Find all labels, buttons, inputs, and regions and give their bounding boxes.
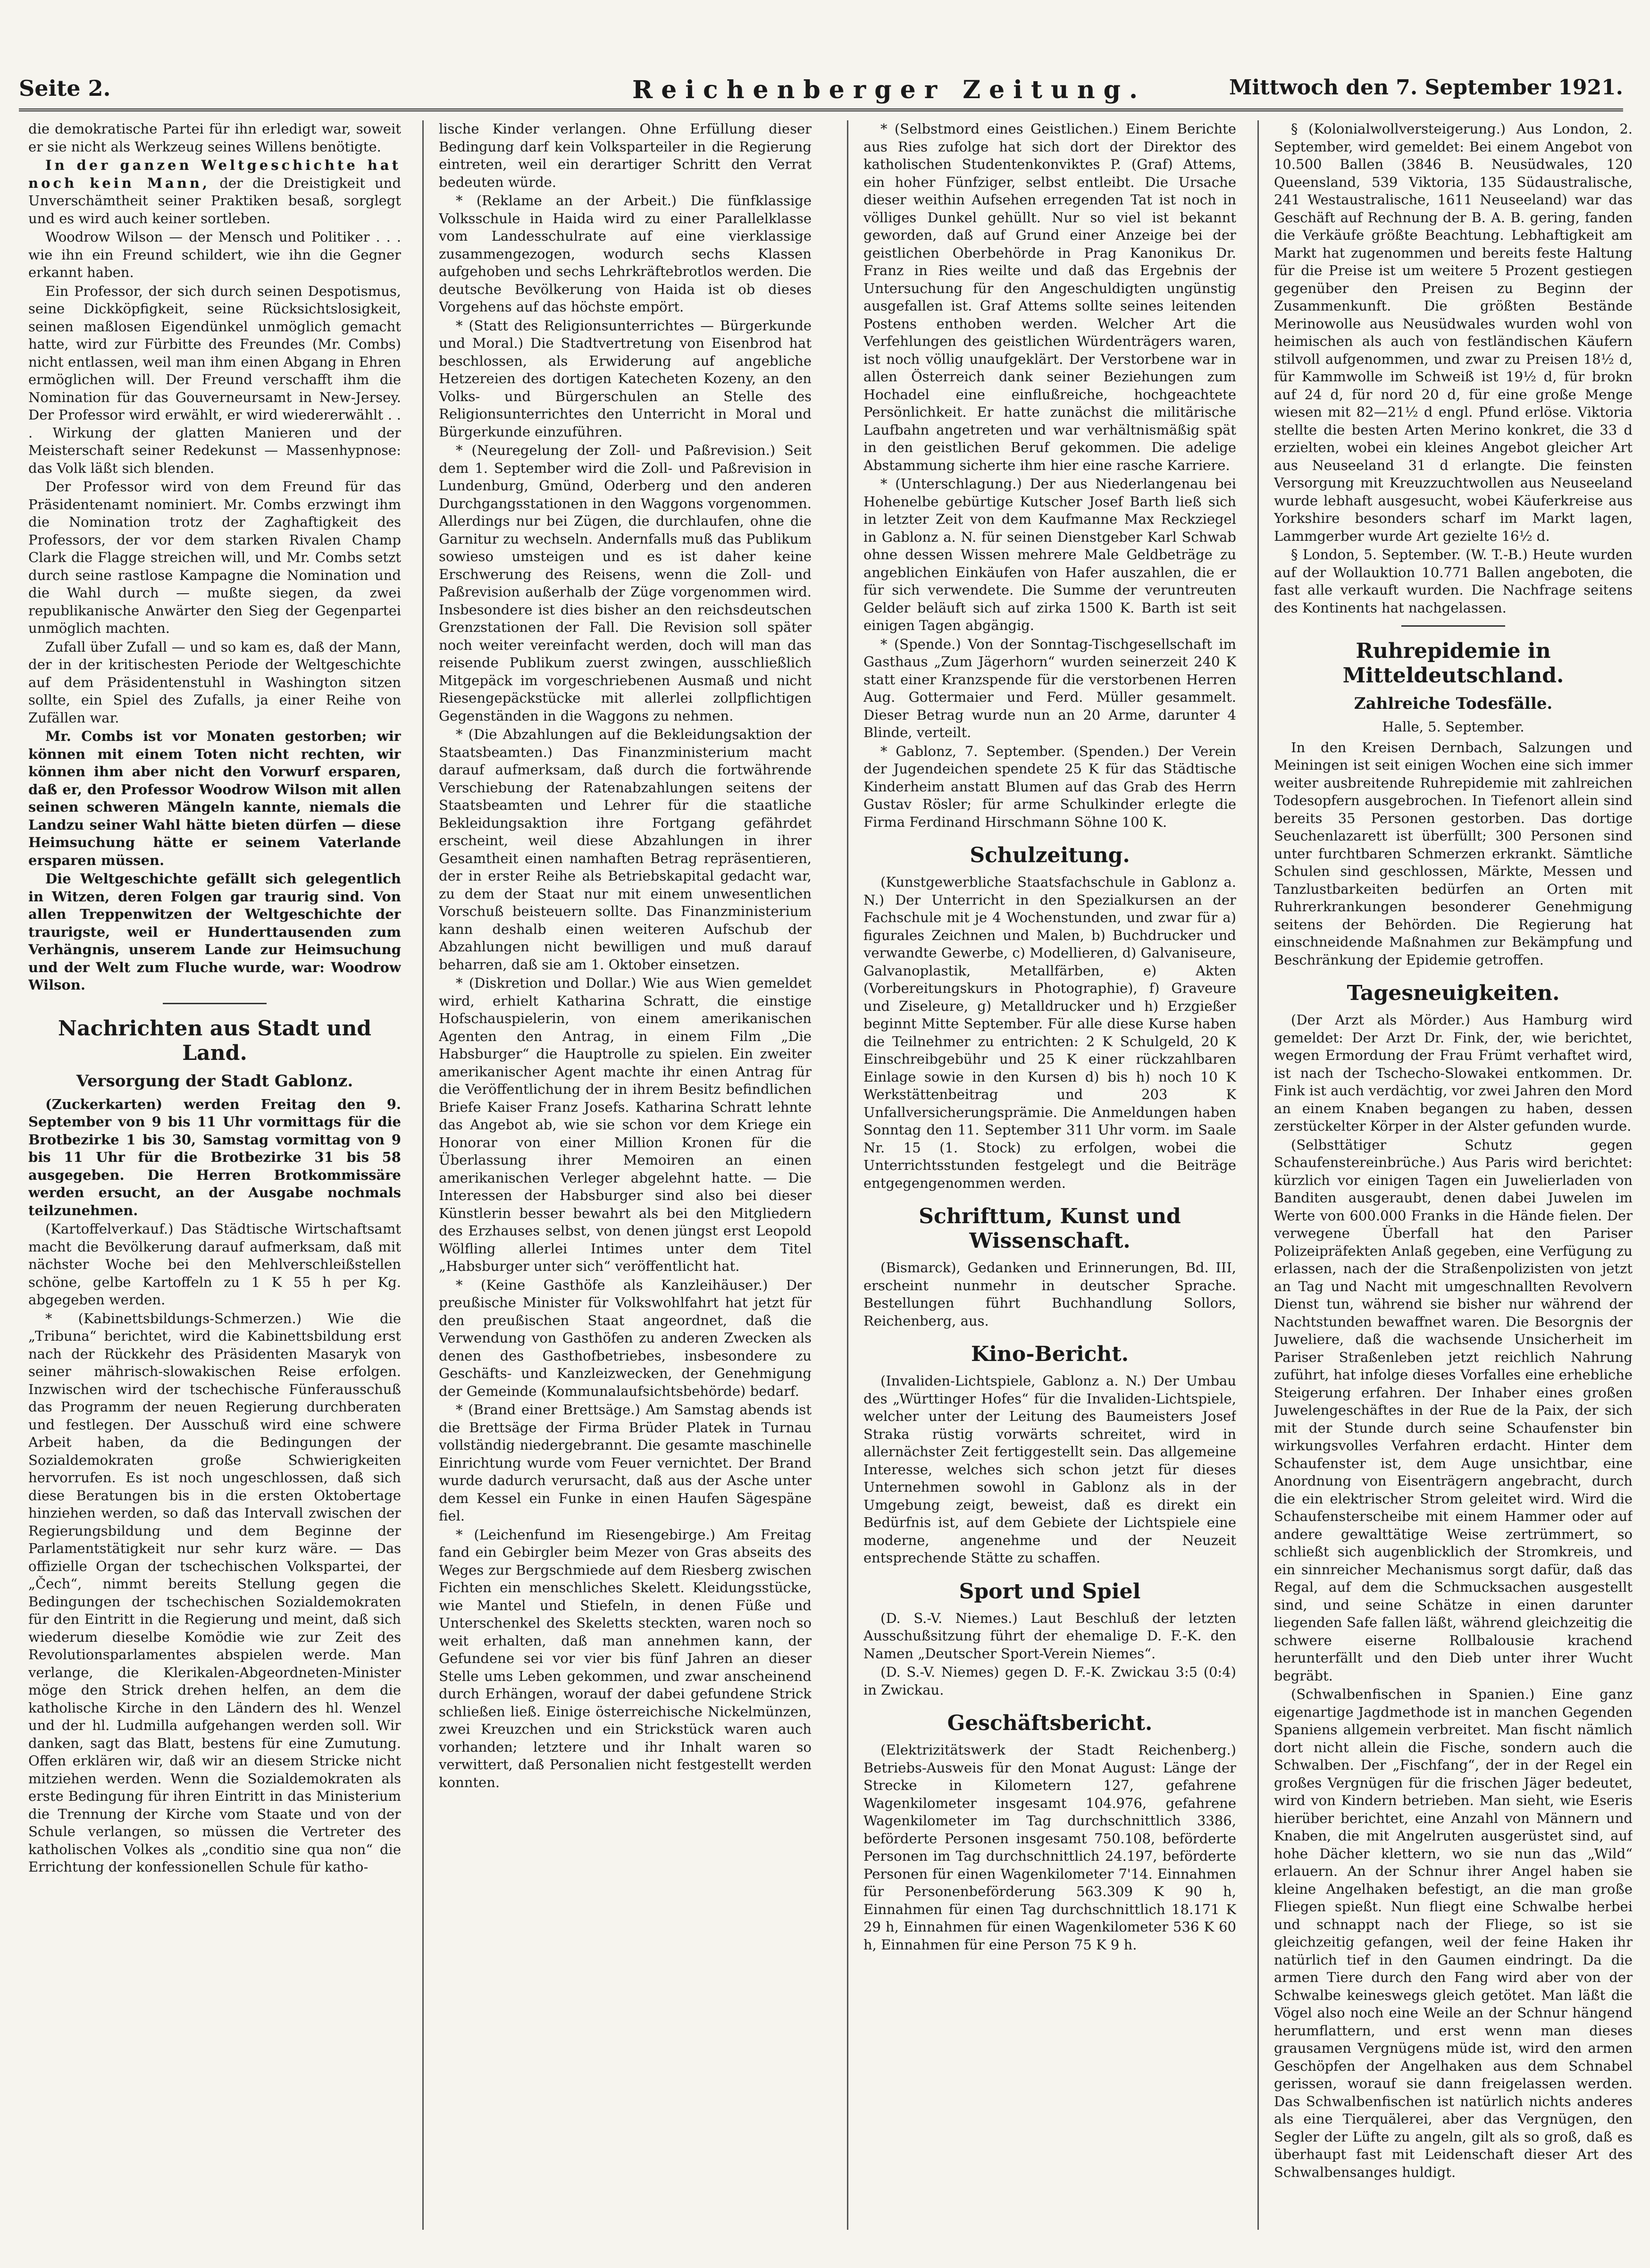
- article-paragraph: Mr. Combs ist vor Monaten gestorben; wir können mit einem Toten nicht rechten, wir können ihm aber nicht den Vorwurf ersparen, daß er, den Professor Woodrow Wilson mit allen seinen schweren Mängeln kannte, niemals die Landzu seiner Wahl hätte bieten dürfen — diese Heimsuchung hätte er seinem Vaterlande ersparen müssen.: [28, 728, 401, 868]
- section-heading: Nachrichten aus Stadt und Land.: [58, 1016, 372, 1065]
- masthead: [19, 71, 1623, 111]
- dateline: Halle, 5. September.: [1382, 719, 1524, 735]
- article-paragraph: * (Keine Gasthöfe als Kanzleihäuser.) Der preußische Minister für Volkswohlfahrt hat jetzt für den preußischen Staat angeordnet, daß die Verwendung von Gasthöfen zu anderen Zwecken als denen des Gasthofbetriebes, insbesondere zu Geschäfts- und Kanzleizwecken, der Genehmigung der Gemeinde (Kommunalaufsichtsbehörde) bedarf.: [439, 1277, 812, 1399]
- article-paragraph: (D. S.-V. Niemes.) Laut Beschluß der letzten Ausschußsitzung führt der ehemalige D. F.-K. den Namen „Deutscher Sport-Verein Niemes“.: [863, 1610, 1236, 1662]
- article-paragraph: * (Diskretion und Dollar.) Wie aus Wien gemeldet wird, erhielt Katharina Schratt, die einstige Hofschauspielerin, von einem amerikanischen Agenten den Antrag, in einem Film „Die Habsburger“ die Hauptrolle zu spielen. Ein zweiter amerikanischer Agent machte ihr einen Antrag für die Veröffentlichung der in ihrem Besitz befindlichen Briefe Kaiser Franz Josefs. Katharina Schratt lehnte das Angebot ab, wie sie schon vor dem Kriege ein Honorar von einer Million Kronen für die Überlassung ihrer Memoiren an einen amerikanischen Verleger abgelehnt hatte. — Die Interessen der Habsburger sind also bei dieser Künstlerin besser bewahrt als bei den Mitgliedern des Erzhauses selbst, von denen jüngst erst Leopold Wölfling allerlei Intimes unter dem Titel „Habsburger unter sich“ veröffentlicht hat.: [439, 975, 812, 1274]
- section-heading: Schrifttum, Kunst und Wissenschaft.: [919, 1204, 1181, 1253]
- paragraph-text: der die Dreistigkeit und Unverschämtheit seiner Praktiken besaß, sorglegt und es wird auch keiner sortleben.: [28, 175, 401, 227]
- article-paragraph: Zufall über Zufall — und so kam es, daß der Mann, der in der kritischesten Periode der Weltgeschichte auf dem Präsidentenstuhl in Washington sitzen sollte, ein Spiel des Zufalls, ja einer Reihe von Zufällen war.: [28, 638, 401, 726]
- page-number: Seite 2.: [19, 76, 111, 101]
- article-paragraph: * (Neuregelung der Zoll- und Paßrevision.) Seit dem 1. September wird die Zoll- und Paßrevision in Lundenburg, Gmünd, Oderberg und den anderen Durchgangsstationen in den Waggons vorgenommen. Allerdings nur bei Zügen, die durchlaufen, ohne die Garnitur zu wechseln. Andernfalls muß das Publikum sowieso umsteigen und es ist daher keine Erschwerung des Reisens, wenn die Zoll- und Paßrevision außerhalb der Züge vorgenommen wird. Insbesondere ist dies bisher an den reichsdeutschen Grenzstationen der Fall. Die Revision soll später noch weiter vereinfacht werden, doch will man das reisende Publikum zuerst zwingen, ausschließlich Mitgepäck im vorgeschriebenen Ausmaß und nicht Riesengepäckstücke mit allerlei zollpflichtigen Gegenständen in die Waggons zu nehmen.: [439, 442, 812, 724]
- column-rule: [422, 120, 424, 2230]
- section-heading: Tagesneuigkeiten.: [1347, 981, 1560, 1005]
- column-1: [28, 120, 401, 2225]
- subsection-heading: Zahlreiche Todesfälle.: [1354, 694, 1553, 713]
- section-heading: Sport und Spiel: [959, 1579, 1141, 1604]
- article-paragraph: * (Spende.) Von der Sonntag-Tischgesellschaft im Gasthaus „Zum Jägerhorn“ wurden seinerzeit 240 K statt einer Kranzspende für die verstorbenen Herren Aug. Gottermaier und Ferd. Müller gesammelt. Dieser Betrag wurde nun an 20 Arme, darunter 4 Blinde, verteilt.: [863, 636, 1236, 740]
- column-rule: [1257, 120, 1259, 2230]
- issue-date: Mittwoch den 7. September 1921.: [1229, 76, 1623, 100]
- article-paragraph: die demokratische Partei für ihn erledigt war, soweit er sie nicht als Werkzeug seines Willens benötigte.: [28, 121, 401, 155]
- section-heading: Ruhrepidemie in Mitteldeutschland.: [1342, 639, 1564, 688]
- article-paragraph: (Kartoffelverkauf.) Das Städtische Wirtschaftsamt macht die Bevölkerung darauf aufmerksam, daß mit nächster Woche bei den Mehlverschleißstellen schöne, gelbe Kartoffeln zu 1 K 55 h per Kg. abgegeben werden.: [28, 1221, 401, 1308]
- column-3: [863, 120, 1236, 2225]
- section-heading: Geschäftsbericht.: [947, 1711, 1153, 1735]
- separator: [1401, 625, 1505, 627]
- article-paragraph: * (Brand einer Brettsäge.) Am Samstag abends ist die Brettsäge der Firma Brüder Platek in Turnau vollständig niedergebrannt. Die gesamte maschinelle Einrichtung wurde vom Feuer vernichtet. Der Brand wurde dadurch verursacht, daß aus der Asche unter dem Kessel ein Funke in einen Haufen Sägespäne fiel.: [439, 1402, 812, 1524]
- article-paragraph: (Elektrizitätswerk der Stadt Reichenberg.) Betriebs-Ausweis für den Monat August: Länge der Strecke in Kilometern 127, gefahrene Wagenkilometer insgesamt 104.976, gefahrene Wagenkilometer im Tag durchschnittlich 3386, beförderte Personen insgesamt 750.108, beförderte Personen im Tag durchschnittlich 24.197, beförderte Personen für einen Wagenkilometer 7'14. Einnahmen für Personenbeförderung 563.309 K 90 h, Einnahmen für einen Tag durchschnittlich 18.171 K 29 h, Einnahmen für einen Wagenkilometer 536 K 60 h, Einnahmen für eine Person 75 K 9 h.: [863, 1742, 1236, 1953]
- separator: [163, 1003, 267, 1004]
- article-paragraph: Der Professor wird von dem Freund für das Präsidentenamt nominiert. Mr. Combs erzwingt ihm die Nomination trotz der Zaghaftigkeit des Professors, der vor dem starken Rivalen Champ Clark die Flagge streichen will, und Mr. Combs setzt durch seine rastlose Kampagne die Nomination und die Wahl durch — mußte siegen, da zwei republikanische Anwärter den Sieg der Gegenpartei unmöglich machten.: [28, 479, 401, 636]
- article-paragraph: (Schwalbenfischen in Spanien.) Eine ganz eigenartige Jagdmethode ist in manchen Gegenden Spaniens allgemein verbreitet. Man fischt nämlich dort nicht allein die Fische, sondern auch die Schwalben. Der „Fischfang“, der in der Regel ein großes Vergnügen für die frischen Jäger bedeutet, wird von Kindern betrieben. Man sieht, wie Eseris hierüber berichtet, eine Anzahl von Männern und Knaben, die mit Angelruten ausgerüstet sind, auf hohe Dächer klettern, wo sie nun das „Wild“ erlauern. An der Schnur ihrer Angel haben sie kleine Angelhaken befestigt, an die man große Fliegen spießt. Nun fliegt eine Schwalbe herbei und schnappt nach der Fliege, so ist sie gleichzeitig gefangen, weil der feine Haken ihr natürlich tief in den Gaumen eindringt. Da die armen Tiere durch den Fang wird aber von der Schwalbe keineswegs gleich getötet. Man läßt die Vögel also noch eine Weile an der Schnur hängend herumflattern, und erst wenn man dieses grausamen Vergnügens müde ist, wird den armen Geschöpfen der Angelhaken aus dem Schnabel gerissen, worauf sie dann freigelassen werden. Das Schwalbenfischen ist natürlich nichts anderes als eine Tierquälerei, aber das Vergnügen, den Segler der Lüfte zu angeln, gilt als so groß, daß es überhaupt fast mit Leidenschaft dieser Art des Schwalbensanges huldigt.: [1274, 1686, 1633, 2180]
- article-paragraph: [28, 157, 401, 227]
- emphasis-text: In der ganzen Weltgeschichte hat noch kein Mann,: [28, 157, 401, 191]
- section-heading: Kino-Bericht.: [971, 1342, 1129, 1366]
- article-paragraph: * (Statt des Religionsunterrichtes — Bürgerkunde und Moral.) Die Stadtvertretung von Eisenbrod hat beschlossen, als Erwiderung auf angebliche Hetzereien des dortigen Katecheten Kozeny, an den Volks- und Bürgerschulen an Stelle des Religionsunterrichtes den Unterricht in Moral und Bürgerkunde einzuführen.: [439, 317, 812, 440]
- article-paragraph: (Invaliden-Lichtspiele, Gablonz a. N.) Der Umbau des „Württinger Hofes“ für die Invaliden-Lichtspiele, welcher unter der Leitung des Baumeisters Josef Straka rüstig vorwärts schreitet, wird in allernächster Zeit fertiggestellt sein. Das allgemeine Interesse, welches sich schon jetzt für dieses Unternehmen sowohl in Gablonz als in der Umgebung zeigt, beweist, daß es direkt ein Bedürfnis ist, auf dem Gebiete der Lichtspiele eine moderne, angenehme und der Neuzeit entsprechende Stätte zu schaffen.: [863, 1373, 1236, 1566]
- newspaper-title: Reichenberger Zeitung.: [632, 76, 1147, 104]
- article-paragraph: Woodrow Wilson — der Mensch und Politiker . . . wie ihn ein Freund schildert, wie ihn die Gegner erkannt haben.: [28, 229, 401, 280]
- section-heading: Schulzeitung.: [970, 843, 1130, 867]
- article-paragraph: (Selbsttätiger Schutz gegen Schaufenstereinbrüche.) Aus Paris wird berichtet: kürzlich vor einigen Tagen ein Juwelierladen von Banditen ausgeraubt, denen dabei Juwelen im Werte von 600.000 Franks in die Hände fielen. Der verwegene Überfall hat den Pariser Polizeipräfekten Anlaß gegeben, eine Verfügung zu erlassen, nach der die Straßenpolizisten von jetzt an Tag und Nacht mit umgeschnallten Revolvern Dienst tun, während sie bisher nur während der Nachtstunden bewaffnet waren. Die Besorgnis der Juweliere, daß die wachsende Unsicherheit im Pariser Straßenleben jetzt reichlich Nahrung zuführt, hat infolge dieses Vorfalles eine erhebliche Steigerung erfahren. Der Inhaber eines großen Juwelengeschäftes in der Rue de la Paix, der sich mit der Stunde durch seine Schaufenster bin wirkungsvolles Verfahren erdacht. Hinter dem Schaufenster ist, dem Auge unsichtbar, eine Anordnung von Eisenträgern angebracht, durch die ein elektrischer Strom geleitet wird. Wird die Schaufensterscheibe mit einem Hammer oder auf andere gewalttätige Weise zertrümmert, so schließt sich augenblicklich der Stromkreis, und ein sinnreicher Mechanismus sorgt dafür, daß das Regal, auf dem die Schmucksachen ausgestellt sind, und seine Schätze in einen darunter liegenden Safe fallen läßt, während gleichzeitig die schwere eiserne Rollbalousie krachend herunterfällt und den Dieb unter ihrer Wucht begräbt.: [1274, 1136, 1633, 1684]
- article-paragraph: * (Die Abzahlungen auf die Bekleidungsaktion der Staatsbeamten.) Das Finanzministerium macht darauf aufmerksam, daß durch die fortwährende Verschiebung der Ratenabzahlungen seitens der Staatsbeamten und Lehrer für die staatliche Bekleidungsaktion ihre Fortgang gefährdet erscheint, weil diese Abzahlungen in ihrer Gesamtheit einen namhaften Betrag repräsentieren, der in erster Reihe als Betriebskapital gedacht war, zu dem der Staat nur mit einem unwesentlichen Vorschuß beisteuern sollte. Das Finanzministerium kann deshalb einen weiteren Aufschub der Abzahlungen nicht bewilligen und muß darauf beharren, daß sie am 1. Oktober einsetzen.: [439, 726, 812, 973]
- column-2: [439, 120, 812, 2225]
- article-paragraph: lische Kinder verlangen. Ohne Erfüllung dieser Bedingung darf kein Volksparteiler in die Regierung eintreten, weil ein derartiger Schritt den Verrat bedeuten würde.: [439, 121, 812, 190]
- article-paragraph: (Kunstgewerbliche Staatsfachschule in Gablonz a. N.) Der Unterricht in den Spezialkursen an der Fachschule mit je 4 Wochenstunden, und zwar für a) figurales Zeichnen und Malen, b) Buchdrucker und verwandte Gewerbe, c) Modellieren, d) Galvaniseure, Galvanoplastik, Metallfärben, e) Akten (Vorbereitungskurs in Photographie), f) Graveure und Ziseleure, g) Metalldrucker und h) Erzgießer beginnt Mitte September. Für alle diese Kurse haben die Teilnehmer zu entrichten: 2 K Schulgeld, 20 K Einschreibgebühr und 25 K einer rückzahlbaren Einlage sowie in den Kursen d) bis h) noch 10 K Werkstättenbeitrag und 203 K Unfallversicherungsprämie. Die Anmeldungen haben Sonntag den 11. September 311 Uhr vorm. im Saale Nr. 15 (1. Stock) zu erfolgen, wobei die Unterrichtsstunden festgelegt und die Beiträge entgegengenommen werden.: [863, 874, 1236, 1191]
- column-4: [1274, 120, 1633, 2225]
- subsection-heading: Versorgung der Stadt Gablonz.: [76, 1071, 353, 1091]
- article-paragraph: § (Kolonialwollversteigerung.) Aus London, 2. September, wird gemeldet: Bei einem Angebot von 10.500 Ballen (3846 B. Neusüdwales, 120 Queensland, 539 Viktoria, 135 Südaustralische, 241 Westaustralische, 1611 Neuseeland) war das Geschäft auf Rechnung der B. A. B. gering, fanden die Verkäufe größte Beachtung. Lebhaftigkeit am Markt hat zugenommen und bereits feste Haltung für die Preise ist um weitere 5 Prozent gestiegen gegenüber den Preisen zu Beginn der Zusammenkunft. Die größten Bestände Merinowolle aus Neusüdwales wurden wohl von heimischen als auch von festländischen Käufern stilvoll aufgenommen, und zwar zu Preisen 18½ d, für Kammwolle im Schweiß ist 19½ d, für brokn auf 24 d, für nord 20 d, für eine große Menge wiesen mit 82—21½ d engl. Pfund erlöse. Viktoria stellte die besten Arten Merino konkret, die 33 d erzielten, wobei ein kleines Angebot gleicher Art aus Neuseeland 31 d erlangte. Die feinsten Versorgung mit Kreuzzuchtwollen aus Neuseeland wurde lebhaft ausgesucht, wobei Käuferkreise aus Yorkshire besonders scharf im Markt lagen, Lammgerber wurde Art gezielte 16½ d.: [1274, 121, 1633, 544]
- article-paragraph: § London, 5. September. (W. T.-B.) Heute wurden auf der Wollauktion 10.771 Ballen angeboten, die fast alle verkauft wurden. Die Nachfrage seitens des Kontinents hat nachgelassen.: [1274, 546, 1633, 616]
- article-paragraph: * (Unterschlagung.) Der aus Niederlangenau bei Hohenelbe gebürtige Kutscher Josef Barth ließ sich in letzter Zeit von dem Kaufmanne Max Reckziegel in Gablonz a. N. für seinen Dienstgeber Karl Schwab ohne dessen Wissen mehrere Male Geldbeträge zu angeblichen Einkäufen von Hafer auszahlen, die er für sich verwendete. Die Summe der veruntreuten Gelder beläuft sich auf zirka 1500 K. Barth ist seit einigen Tagen abgängig.: [863, 476, 1236, 633]
- article-paragraph: Die Weltgeschichte gefällt sich gelegentlich in Witzen, deren Folgen gar traurig sind. Von allen Treppenwitzen der Weltgeschichte der traurigste, weil er Hunderttausenden zum Verhängnis, unserem Lande zur Heimsuchung und der Welt zum Fluche wurde, war: Woodrow Wilson.: [28, 871, 401, 993]
- article-paragraph: (Der Arzt als Mörder.) Aus Hamburg wird gemeldet: Der Arzt Dr. Fink, der, wie berichtet, wegen Ermordung der Frau Frümt verhaftet wird, ist nach der Tschecho-Slowakei entkommen. Dr. Fink ist auch verdächtig, vor zwei Jahren den Mord an einem Knaben begangen zu haben, dessen zerstückelter Körper in der Alster gefunden wurde.: [1274, 1012, 1633, 1134]
- article-paragraph: * Gablonz, 7. September. (Spenden.) Der Verein der Jugendeichen spendete 25 K für das Städtische Kinderheim anstatt Blumen auf das Grab des Herrn Gustav Rösler; für arme Schulkinder erlegte die Firma Ferdinand Hirschmann Söhne 100 K.: [863, 743, 1236, 830]
- article-paragraph: * (Leichenfund im Riesengebirge.) Am Freitag fand ein Gebirgler beim Mezer von Gras abseits des Weges zur Bergschmiede auf dem Riesberg zwischen Fichten ein menschliches Skelett. Kleidungsstücke, wie Mantel und Stiefeln, in denen Füße und Unterschenkel des Skeletts steckten, waren noch so weit erhalten, daß man annehmen kann, der Gefundene sei vor vier bis fünf Jahren an dieser Stelle ums Leben gekommen, und zwar anscheinend durch Erhängen, worauf der dabei gefundene Strick schließen ließ. Einige österreichische Nickelmünzen, zwei Kreuzchen und ein Strickstück waren auch vorhanden; letztere und ihr Inhalt waren so verwittert, daß Personalien nicht festgestellt werden konnten.: [439, 1526, 812, 1790]
- article-paragraph: * (Reklame an der Arbeit.) Die fünfklassige Volksschule in Haida wird zu einer Parallelklasse vom Landesschulrate auf eine vierklassige zusammengezogen, wodurch sechs Klassen aufgehoben und sechs Lehrkräftebrotlos werden. Die deutsche Bevölkerung von Haida ist ob dieses Vorgehens auf das höchste empört.: [439, 193, 812, 315]
- article-paragraph: (Zuckerkarten) werden Freitag den 9. September von 9 bis 11 Uhr vormittags für die Brotbezirke 1 bis 30, Samstag vormittag von 9 bis 11 Uhr für die Brotbezirke 31 bis 58 ausgegeben. Die Herren Brotkommissäre werden ersucht, an der Ausgabe nochmals teilzunehmen.: [28, 1096, 401, 1218]
- article-paragraph: In den Kreisen Dernbach, Salzungen und Meiningen ist seit einigen Wochen eine sich immer weiter ausbreitende Ruhrepidemie mit zahlreichen Todesopfern ausgebrochen. In Tiefenort allein sind bereits 35 Personen gestorben. Das dortige Seuchenlazarett ist überfüllt; 300 Personen sind unter furchtbaren Schmerzen erkrankt. Sämtliche Schulen sind geschlossen, Märkte, Messen und Tanzlustbarkeiten bedürfen an Orten mit Ruhrerkrankungen besonderer Genehmigung seitens der Behörden. Die Regierung hat einschneidende Maßnahmen zur Bekämpfung und Beschränkung der Epidemie getroffen.: [1274, 739, 1633, 968]
- article-paragraph: Ein Professor, der sich durch seinen Despotismus, seine Dickköpfigkeit, seine Rücksichtslosigkeit, seinen maßlosen Eigendünkel unmöglich gemacht hatte, wird zur Fürbitte des Freundes (Mr. Combs) nicht entlassen, weil man ihm einen Abgang in Ehren ermöglichen will. Der Freund verschafft ihm die Nomination für das Gouverneursamt in New-Jersey. Der Professor wird erwählt, er wird wiedererwählt . . . Wirkung der glatten Manieren und der Meisterschaft seiner Redekunst — Massenhypnose: das Volk läßt sich blenden.: [28, 283, 401, 476]
- article-paragraph: * (Kabinettsbildungs-Schmerzen.) Wie die „Tribuna“ berichtet, wird die Kabinettsbildung erst nach der Rückkehr des Präsidenten Masaryk von seiner mährisch-slowakischen Reise erfolgen. Inzwischen wird der tschechische Fünferausschuß das Programm der neuen Regierung durchberaten und festlegen. Der Ausschuß wird eine schwere Arbeit haben, da die Bedingungen der Sozialdemokraten große Schwierigkeiten hervorrufen. Es ist noch ungeschlossen, daß sich diese Beratungen bis in die ersten Oktobertage hinziehen werden, so daß das Intervall zwischen der Regierungsbildung und dem Beginne der Parlamentstätigkeit nur sehr kurz wäre. — Das offizielle Organ der tschechischen Volkspartei, der „Čech“, nimmt bereits Stellung gegen die Bedingungen der tschechischen Sozialdemokraten für den Eintritt in die Regierung und meint, daß sich wiederum dieselbe Komödie wie zur Zeit des Revolutionsparlamentes abspielen werde. Man verlange, die Klerikalen-Abgeordneten-Minister möge den Strick drehen helfen, an dem die katholische Kirche in den Ländern des hl. Wenzel und der hl. Ludmilla aufgehangen werden soll. Wir danken, sagt das Blatt, bestens für eine Zumutung. Offen erklären wir, daß wir an diesem Stricke nicht mitziehen werden. Wenn die Sozialdemokraten als erste Bedingung für ihren Eintritt in das Ministerium die Trennung der Kirche vom Staate und von der Schule verlangen, so müssen die Vertreter des katholischen Volkes als „conditio sine qua non“ die Errichtung der konfessionellen Schule für katho-: [28, 1310, 401, 1875]
- article-paragraph: (Bismarck), Gedanken und Erinnerungen, Bd. III, erscheint nunmehr in deutscher Sprache. Bestellungen führt Buchhandlung Sollors, Reichenberg, aus.: [863, 1260, 1236, 1329]
- column-rule: [847, 120, 848, 2230]
- article-paragraph: (D. S.-V. Niemes) gegen D. F.-K. Zwickau 3:5 (0:4) in Zwickau.: [863, 1664, 1236, 1698]
- article-paragraph: * (Selbstmord eines Geistlichen.) Einem Berichte aus Ries zufolge hat sich dort der Direktor des katholischen Studentenkonviktes P. (Graf) Attems, ein hoher Fünfziger, selbst entleibt. Die Ursache dieser weithin Aufsehen erregenden Tat ist noch in völliges Dunkel gehüllt. Nur so viel ist bekannt geworden, daß auf Grund einer Anzeige bei der geistlichen Oberbehörde in Prag Kanonikus Dr. Franz in Ries weilte und daß das Ergebnis der Untersuchung für den Angeschuldigten ungünstig ausgefallen ist. Graf Attems sollte seines leitenden Postens enthoben werden. Welcher Art die Verfehlungen des geistlichen Würdenträgers waren, ist noch völlig unaufgeklärt. Der Verstorbene war in allen Österreich dank seiner Beziehungen zum Hochadel eine einflußreiche, hochgeachtete Persönlichkeit. Er hatte zunächst die militärische Laufbahn angetreten und war verhältnismäßig spät in den geistlichen Beruf gekommen. Die adelige Abstammung sicherte ihm hier eine rasche Karriere.: [863, 121, 1236, 473]
